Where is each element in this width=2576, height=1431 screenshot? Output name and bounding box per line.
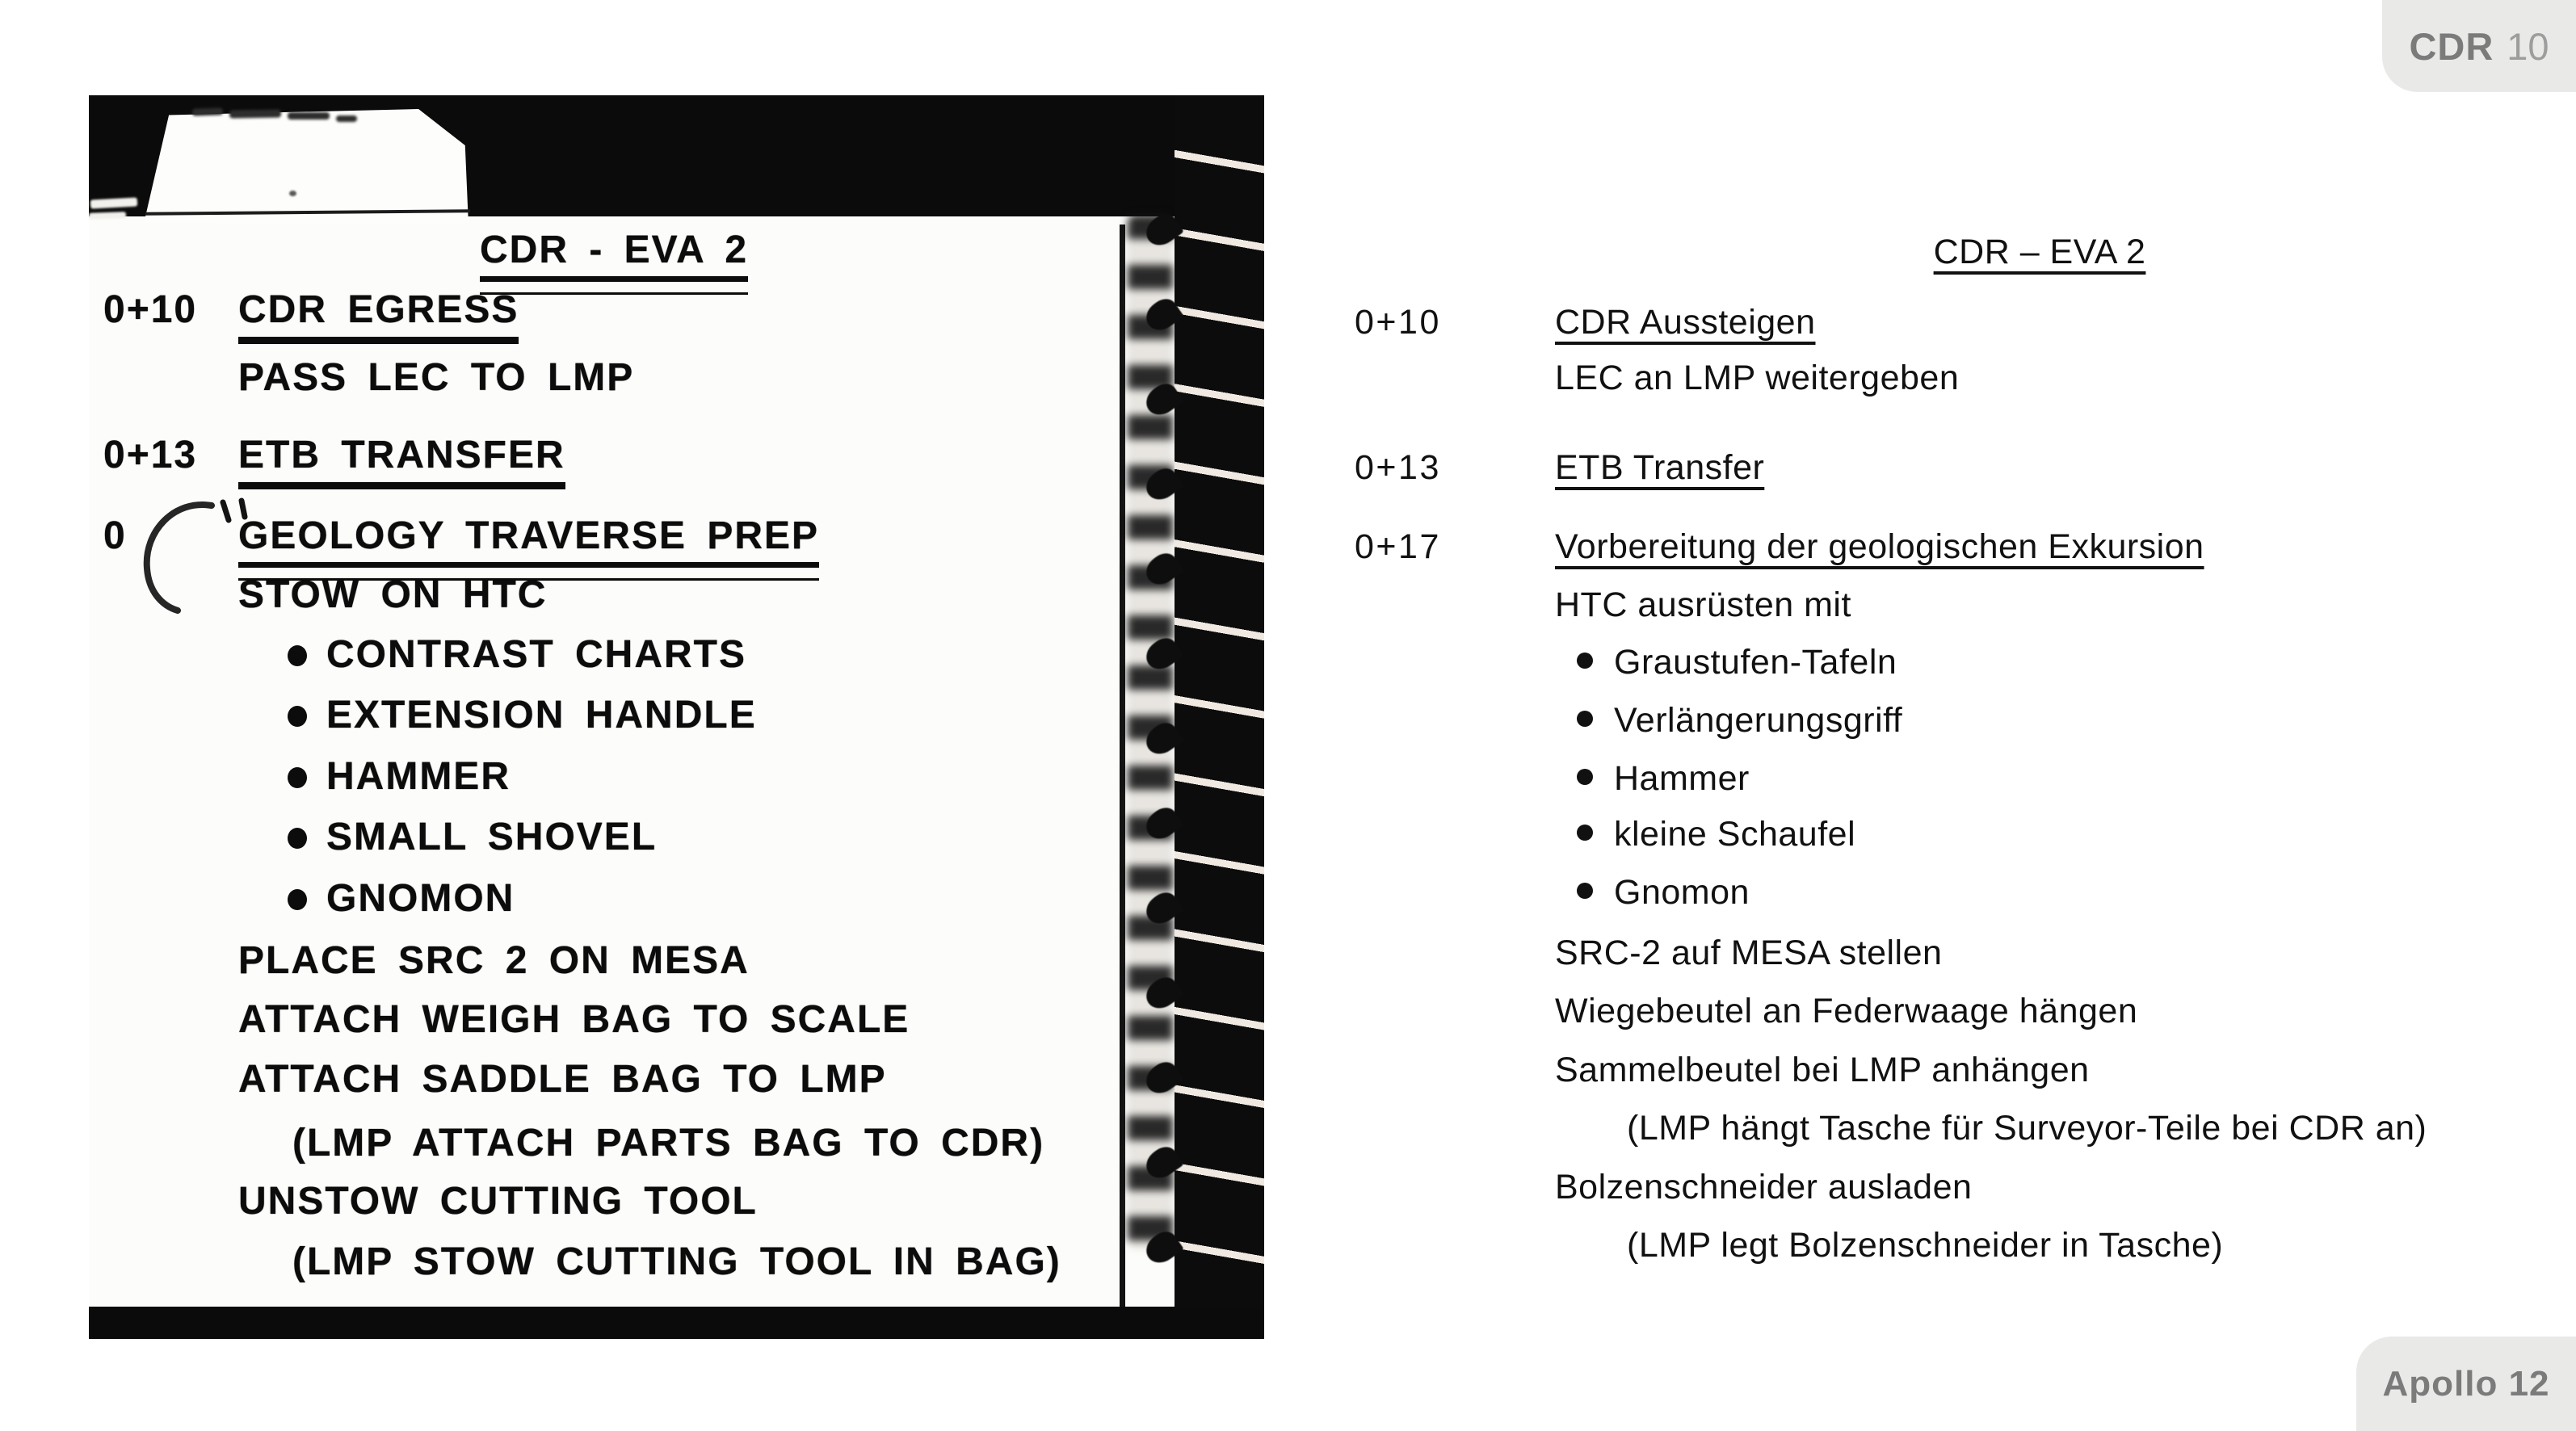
translation-line: kleine Schaufel [1614,815,1856,854]
scan-line: HAMMER [326,755,511,798]
bullet-icon [1577,883,1593,899]
checklist-scan [89,95,1264,1339]
bullet-icon [288,828,307,849]
translation-title: CDR – EVA 2 [1933,233,2146,271]
tab-smudge [288,112,330,120]
scan-line: SMALL SHOVEL [326,816,658,858]
scan-speckle [289,191,296,196]
bullet-icon [288,706,307,727]
scan-line: GEOLOGY TRAVERSE PREP [238,517,819,581]
time-label: 0 [103,514,127,557]
scan-line: UNSTOW CUTTING TOOL [238,1180,758,1223]
tab-smudge [229,109,281,118]
page-number: 10 [2507,24,2549,68]
scan-scratch [89,212,126,220]
translation-line: ETB Transfer [1555,448,1765,487]
scan-line: CONTRAST CHARTS [326,633,746,676]
tab-smudge [192,107,223,115]
time-label: 0+13 [1355,448,1441,487]
scan-line: (LMP ATTACH PARTS BAG TO CDR) [292,1122,1045,1165]
translation-line: (LMP hängt Tasche für Surveyor-Teile bei CDR an) [1627,1109,2427,1148]
translation-line: Gnomon [1614,873,1750,912]
scan-line: ATTACH SADDLE BAG TO LMP [238,1058,887,1101]
translation-line: LEC an LMP weitergeben [1555,359,1960,397]
translation-line: Hammer [1614,759,1750,798]
scan-line: PASS LEC TO LMP [238,356,635,399]
pen-scribble-mark [128,497,249,627]
scan-footer-bar [89,1307,1264,1339]
scan-line: PLACE SRC 2 ON MESA [238,939,750,982]
bullet-icon [1577,769,1593,785]
scan-line: GNOMON [326,877,515,920]
bullet-icon [288,645,307,666]
bullet-icon [288,767,307,788]
divider-tab [139,102,472,223]
bullet-icon [1577,711,1593,727]
scan-line: CDR EGRESS [238,291,519,344]
translation-line: Bolzenschneider ausladen [1555,1168,1973,1206]
time-label: 0+17 [1355,527,1441,566]
page-edge-line [1120,225,1125,1337]
translation-line: SRC-2 auf MESA stellen [1555,934,1943,972]
page-number-badge [2382,0,2576,92]
translation-line: Verlängerungsgriff [1614,701,1903,740]
translation-line: CDR Aussteigen [1555,303,1816,342]
translation-line: (LMP legt Bolzenschneider in Tasche) [1627,1226,2224,1265]
mission-label: Apollo 12 [2382,1363,2550,1404]
time-label: 0+10 [1355,303,1441,342]
translation-line: Wiegebeutel an Federwaage hängen [1555,992,2138,1030]
scan-title: CDR - EVA 2 [412,231,816,295]
scan-line: ATTACH WEIGH BAG TO SCALE [238,998,910,1041]
translation-line: Sammelbeutel bei LMP anhängen [1555,1051,2090,1089]
page-label: CDR [2409,24,2494,68]
bullet-icon [1577,825,1593,841]
mission-badge [2356,1337,2576,1431]
bullet-icon [1577,653,1593,669]
translation-line: HTC ausrüsten mit [1555,585,1851,624]
translation-line: Graustufen-Tafeln [1614,643,1897,682]
time-label: 0+10 [103,288,198,331]
translation-line: Vorbereitung der geologischen Exkursion [1555,527,2204,566]
scan-line: EXTENSION HANDLE [326,694,757,736]
scan-line: STOW ON HTC [238,573,548,616]
spiral-binding [1115,95,1264,1339]
time-label: 0+13 [103,434,198,476]
bullet-icon [288,889,307,910]
scan-line: ETB TRANSFER [238,436,565,489]
binding-shadow-strip [1175,95,1264,1339]
scan-line: (LMP STOW CUTTING TOOL IN BAG) [292,1240,1061,1283]
tab-smudge [336,115,357,122]
